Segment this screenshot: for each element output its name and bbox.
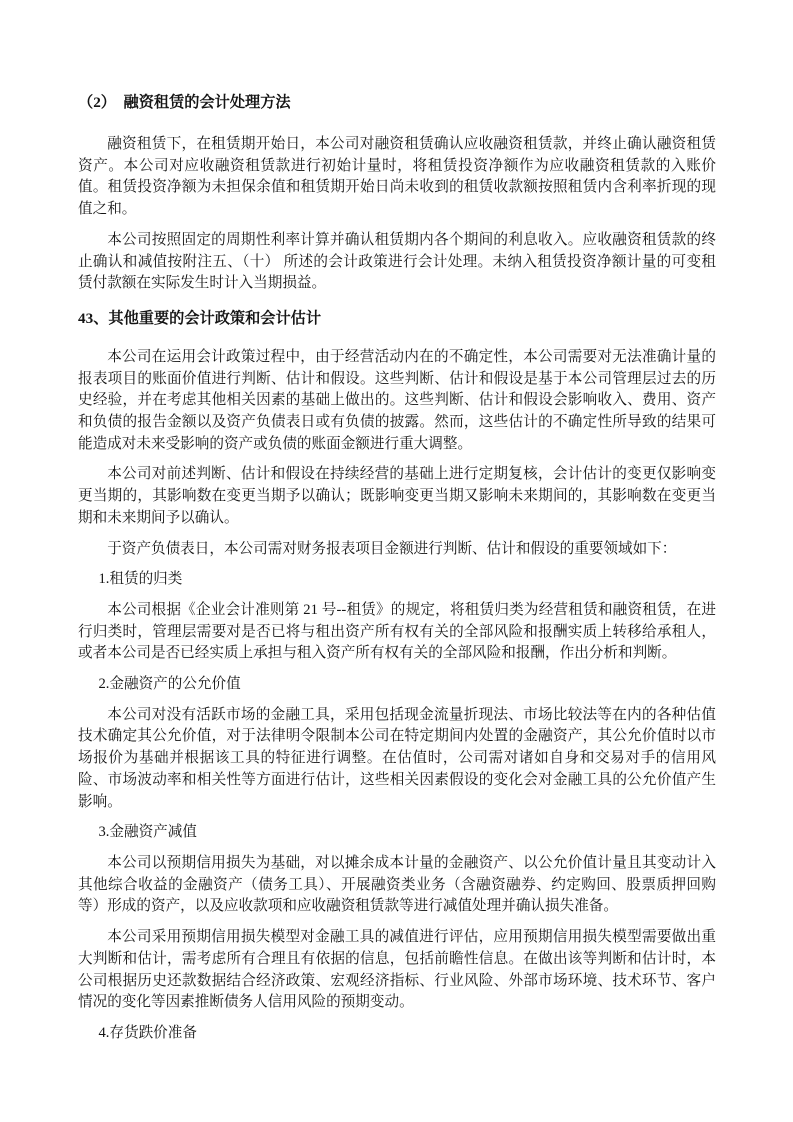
- para-lease-classification-detail: 本公司根据《企业会计准则第 21 号--租赁》的规定，将租赁归类为经营租赁和融资租赁，在进行归类时，管理层需要对是否已将与租出资产所有权有关的全部风险和报酬实质上转移给承租人，或者本公司是否已经实质上承担与租入资产所有权有关的全部风险和报酬，作出分析和判断。: [78, 601, 716, 662]
- para-periodic-review-of-estimates: 本公司对前述判断、估计和假设在持续经营的基础上进行定期复核，会计估计的变更仅影响变更当期的，其影响数在变更当期予以确认；既影响变更当期又影响未来期间的，其影响数在变更当期和未来期间予以确认。: [78, 466, 716, 526]
- para-finance-lease-interest-income: 本公司按照固定的周期性利率计算并确认租赁期内各个期间的利息收入。应收融资租赁款的终止确认和减值按附注五、（十） 所述的会计政策进行会计处理。未纳入租赁投资净额计量的可变租赁付款额在实际发生时计入当期损益。: [78, 231, 716, 292]
- heading-finance-lease-accounting-method: （2） 融资租赁的会计处理方法: [78, 94, 291, 111]
- subheading-lease-classification: 1.租赁的归类: [98, 571, 183, 588]
- subheading-financial-assets-impairment: 3.金融资产减值: [98, 824, 197, 841]
- heading-other-important-policies-and-estimates: 43、其他重要的会计政策和会计估计: [78, 309, 321, 327]
- subheading-inventory-provision: 4.存货跌价准备: [98, 1024, 197, 1041]
- subheading-financial-assets-fair-value: 2.金融资产的公允价值: [98, 676, 241, 693]
- para-balance-sheet-date-key-areas: 于资产负债表日，本公司需对财务报表项目金额进行判断、估计和假设的重要领域如下：: [107, 540, 677, 557]
- para-judgement-estimates-uncertainty: 本公司在运用会计政策过程中，由于经营活动内在的不确定性，本公司需要对无法准确计量的报表项目的账面价值进行判断、估计和假设。这些判断、估计和假设是基于本公司管理层过去的历史经验，并在考虑其他相关因素的基础上做出的。这些判断、估计和假设会影响收入、费用、资产和负债的报告金额以及资产负债表日或有负债的披露。然而，这些估计的不确定性所导致的结果可能造成对未来受影响的资产或负债的账面金额进行重大调整。: [78, 348, 716, 452]
- para-fair-value-valuation-techniques: 本公司对没有活跃市场的金融工具，采用包括现金流量折现法、市场比较法等在内的各种估值技术确定其公允价值，对于法律明令限制本公司在特定期间内处置的金融资产，其公允价值时以市场报价为基础并根据该工具的特征进行调整。在估值时，公司需对诸如自身和交易对手的信用风险、市场波动率和相关性等方面进行估计，这些相关因素假设的变化会对金融工具的公允价值产生影响。: [78, 706, 716, 810]
- para-finance-lease-initial-recognition: 融资租赁下，在租赁期开始日，本公司对融资租赁确认应收融资租赁款，并终止确认融资租赁资产。本公司对应收融资租赁款进行初始计量时，将租赁投资净额作为应收融资租赁款的入账价值。租赁投资净额为未担保余值和租赁期开始日尚未收到的租赁收款额按照租赁内含利率折现的现值之和。: [78, 136, 716, 218]
- para-expected-credit-loss-model: 本公司采用预期信用损失模型对金融工具的减值进行评估，应用预期信用损失模型需要做出重大判断和估计，需考虑所有合理且有依据的信息，包括前瞻性信息。在做出该等判断和估计时，本公司根据历史还款数据结合经济政策、宏观经济指标、行业风险、外部市场环境、技术环节、客户情况的变化等因素推断债务人信用风险的预期变动。: [78, 929, 716, 1011]
- para-expected-credit-loss-basis: 本公司以预期信用损失为基础，对以摊余成本计量的金融资产、以公允价值计量且其变动计入其他综合收益的金融资产（债务工具）、开展融资类业务（含融资融券、约定购回、股票质押回购等）形成的资产，以及应收款项和应收融资租赁款等进行减值处理并确认损失准备。: [78, 854, 716, 915]
